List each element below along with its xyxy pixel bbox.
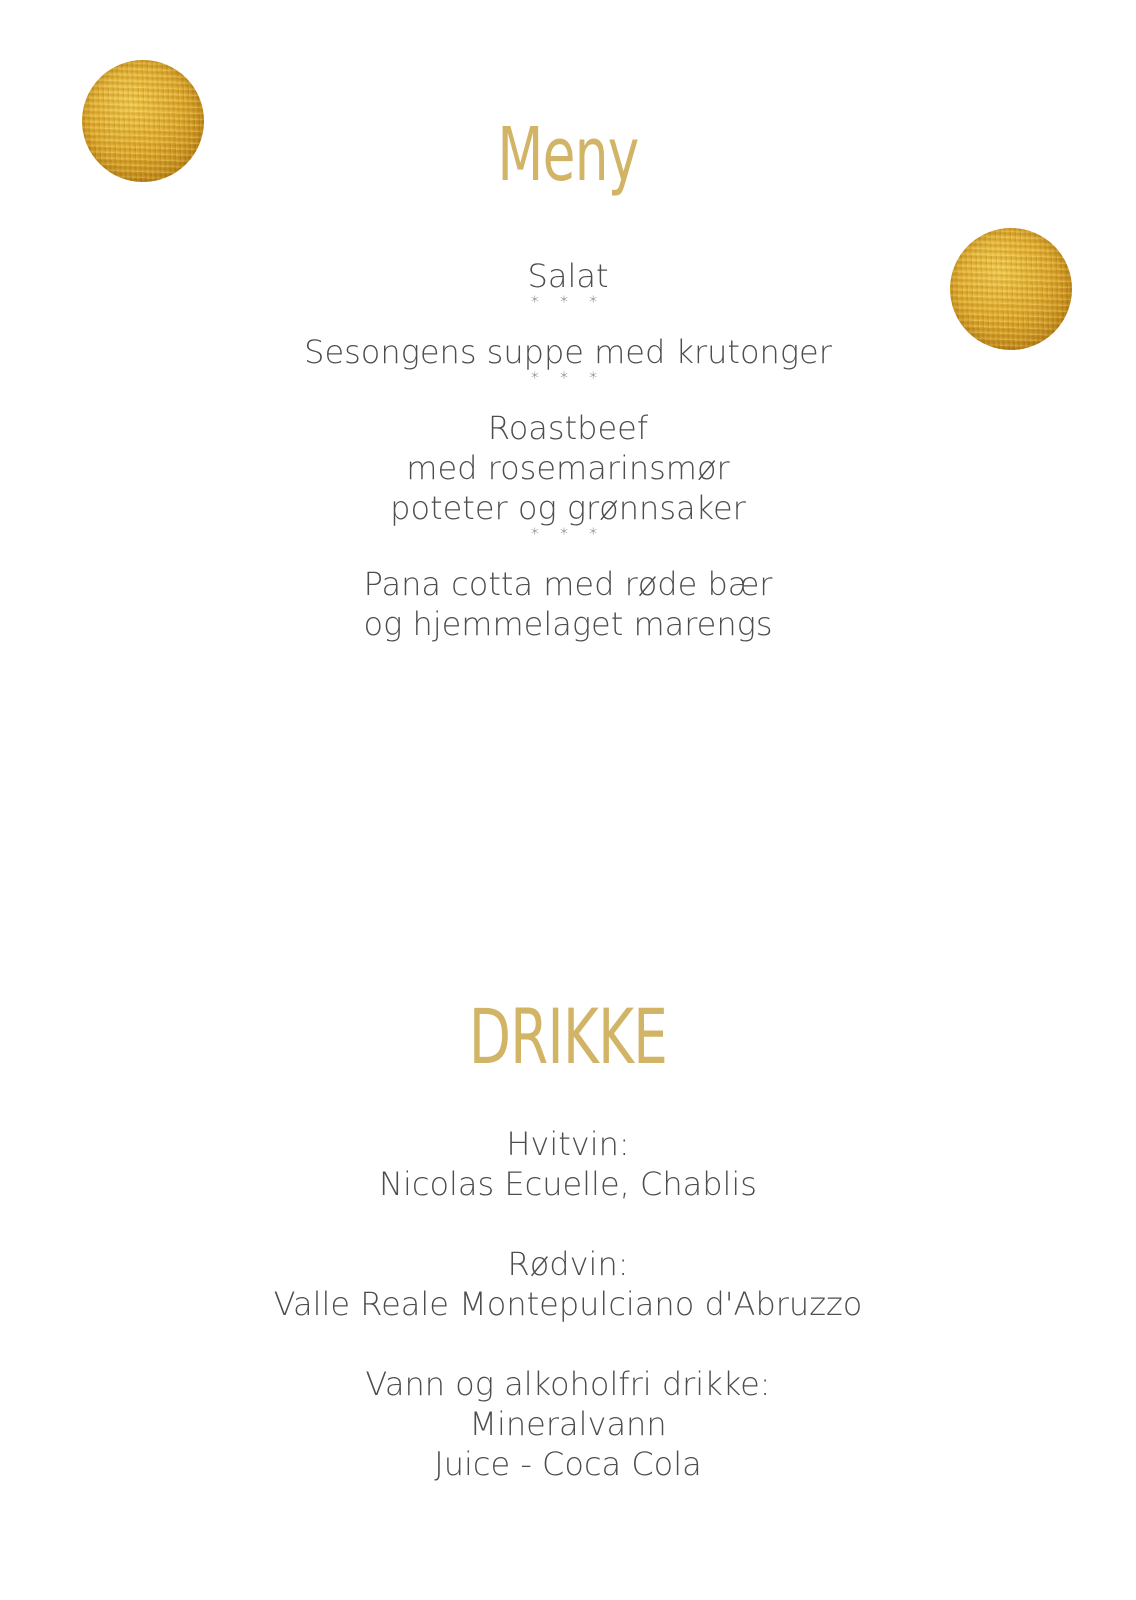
drinks-list bbox=[0, 1124, 1136, 1484]
menu-list bbox=[0, 256, 1136, 644]
course-2-line-1: Sesongens suppe med krutonger bbox=[304, 333, 832, 371]
course-4-line-2: og hjemmelaget marengs bbox=[363, 605, 773, 643]
course-separator: * * * bbox=[530, 368, 606, 387]
drinks-group-heading: Vann og alkoholfri drikke: bbox=[365, 1365, 771, 1403]
drinks-group-item: Mineralvann bbox=[469, 1405, 667, 1443]
drinks-group-heading: Hvitvin: bbox=[506, 1125, 630, 1163]
drinks-group-item: Juice - Coca Cola bbox=[434, 1445, 702, 1483]
drinks-group-heading: Rødvin: bbox=[507, 1245, 629, 1283]
course-1-line-1: Salat bbox=[527, 257, 609, 295]
course-separator: * * * bbox=[530, 524, 606, 543]
course-3-line-3: poteter og grønnsaker bbox=[390, 489, 746, 527]
drinks-title: DRIKKE bbox=[468, 992, 668, 1081]
menu-title: Meny bbox=[497, 112, 639, 198]
course-3-line-1: Roastbeef bbox=[487, 409, 649, 447]
course-separator: * * * bbox=[530, 292, 606, 311]
drinks-group-item: Valle Reale Montepulciano d'Abruzzo bbox=[273, 1285, 863, 1323]
course-4-line-1: Pana cotta med røde bær bbox=[363, 565, 773, 603]
course-3-line-2: med rosemarinsmør bbox=[406, 449, 730, 487]
drinks-group-item: Nicolas Ecuelle, Chablis bbox=[379, 1165, 757, 1203]
